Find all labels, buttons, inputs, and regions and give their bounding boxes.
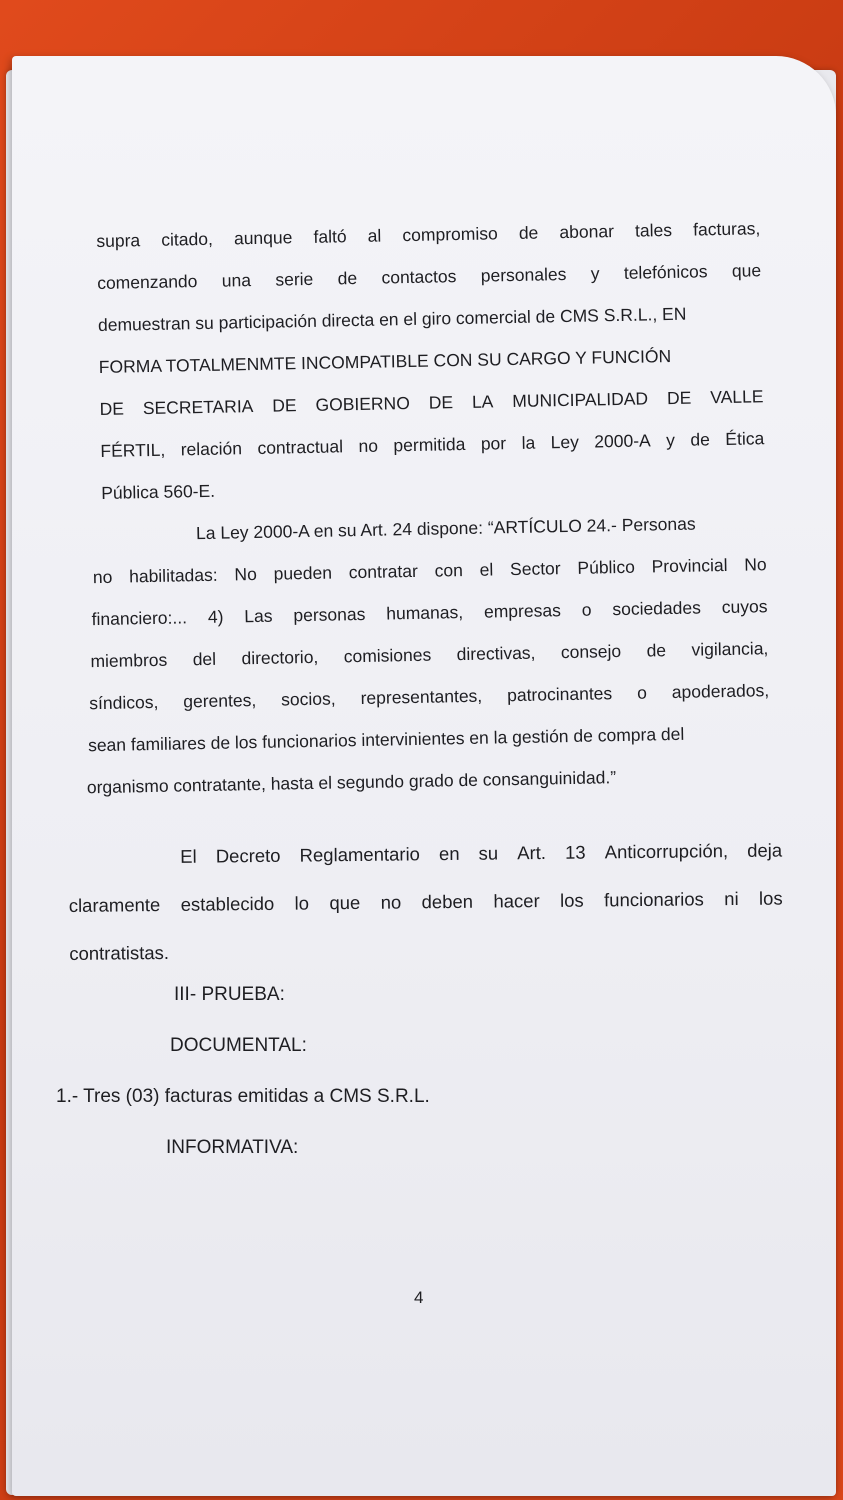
word: personales: [480, 263, 567, 286]
word: vigilancia,: [691, 638, 769, 660]
paragraph-1: [86, 207, 771, 808]
word: socios,: [280, 688, 336, 710]
word: sociedades: [612, 597, 702, 620]
word: directivas,: [456, 642, 536, 665]
word: comisiones: [343, 644, 432, 667]
word: comenzando: [97, 271, 198, 293]
word: organismo contratante, hasta el segundo grado de consanguinidad.”: [86, 767, 617, 798]
word: Provincial: [651, 554, 728, 577]
word: de: [690, 429, 711, 450]
word: de: [337, 267, 358, 289]
word: telefónicos: [623, 261, 708, 283]
word: de: [646, 640, 667, 661]
word: miembros: [90, 649, 168, 672]
word: faltó: [313, 226, 347, 247]
word: Anticorrupción,: [604, 840, 729, 863]
word: permitida: [393, 433, 466, 456]
word: Art.: [517, 841, 547, 864]
word: Ética: [725, 428, 765, 449]
word: DE: [428, 392, 454, 413]
word: la: [521, 432, 536, 453]
word: al: [367, 225, 382, 246]
word: que: [329, 891, 361, 914]
word: apoderados,: [671, 680, 770, 703]
word: personas: [293, 603, 366, 626]
word: financiero:...: [91, 607, 188, 630]
word: en: [438, 842, 460, 865]
word: representantes,: [360, 685, 483, 709]
word: FÉRTIL,: [100, 439, 166, 461]
word: o: [581, 599, 592, 620]
word: gerentes,: [183, 690, 257, 712]
word: Sector: [509, 558, 561, 580]
word: empresas: [483, 600, 562, 622]
page-number: 4: [414, 1288, 424, 1307]
word: deben: [421, 890, 474, 913]
word: Reglamentario: [299, 843, 421, 866]
word: 13: [564, 841, 586, 863]
word: claramente: [68, 894, 161, 916]
word: aunque: [233, 227, 293, 249]
word: El: [180, 845, 197, 867]
word: por: [480, 433, 507, 454]
word: Decreto: [215, 844, 281, 867]
word: no: [380, 891, 402, 913]
word: no: [358, 435, 379, 457]
word: SECRETARIA: [142, 396, 254, 419]
word: DE: [272, 395, 297, 416]
word: DE: [666, 387, 692, 409]
word: y: [665, 429, 676, 451]
word: facturas,: [692, 218, 761, 240]
section-heading-prueba: III- PRUEBA:: [174, 984, 285, 1005]
word: directorio,: [241, 646, 319, 669]
subheading-documental: DOCUMENTAL:: [170, 1035, 307, 1056]
paragraph-3-line: [69, 923, 783, 978]
word: no: [92, 566, 113, 588]
word: VALLE: [710, 386, 764, 408]
word: Pública 560-E.: [101, 480, 216, 503]
word: contratar: [348, 560, 419, 583]
word: MUNICIPALIDAD: [512, 388, 649, 412]
word: consejo: [560, 640, 622, 663]
word: relación: [180, 438, 243, 460]
word: No: [744, 554, 767, 575]
word: 2000-A: [594, 430, 651, 452]
paragraph-3-line: [68, 827, 782, 882]
word: del: [192, 648, 217, 670]
word: tales: [634, 219, 673, 241]
word: una: [221, 270, 252, 291]
word: deja: [747, 839, 783, 861]
word: contactos: [381, 266, 457, 288]
word: demuestran su participación directa en el giro comercial de CMS S.R.L., EN: [97, 303, 687, 335]
word: los: [758, 887, 783, 909]
word: pueden: [273, 562, 333, 584]
word: hacer: [493, 890, 540, 912]
word: ni: [724, 887, 739, 910]
word: el: [479, 559, 494, 580]
word: patrocinantes: [506, 683, 613, 706]
word: sean familiares de los funcionarios intervinientes en la gestión de compra del: [87, 723, 685, 756]
word: con: [434, 560, 464, 581]
word: No: [234, 563, 258, 585]
word: contractual: [257, 436, 344, 458]
word: abonar: [559, 221, 615, 243]
paragraph-3: [68, 827, 783, 978]
word: funcionarios: [603, 888, 704, 911]
word: o: [636, 682, 648, 703]
word: establecido: [180, 892, 275, 915]
word: 4): [207, 606, 224, 627]
subheading-informativa: INFORMATIVA:: [166, 1137, 299, 1158]
word: lo: [294, 892, 310, 914]
word: humanas,: [386, 602, 464, 624]
word: La Ley 2000-A en su Art. 24 dispone: “ARTÍCULO 24.- Personas: [195, 513, 696, 544]
word: los: [559, 889, 584, 911]
word: FORMA TOTALMENMTE INCOMPATIBLE CON SU CARGO Y FUNCIÓN: [98, 345, 672, 377]
word: que: [731, 260, 762, 281]
word: contratistas.: [69, 941, 170, 964]
word: LA: [471, 391, 494, 412]
word: de: [518, 222, 539, 243]
word: compromiso: [402, 223, 498, 246]
word: GOBIERNO: [315, 393, 411, 415]
paragraph-3-line: [69, 875, 783, 930]
word: DE: [99, 398, 125, 419]
list-item-facturas: 1.- Tres (03) facturas emitidas a CMS S.R.L.: [56, 1086, 430, 1107]
word: cuyos: [721, 596, 768, 618]
word: y: [590, 263, 600, 284]
word: serie: [275, 268, 314, 290]
word: habilitadas:: [128, 564, 218, 587]
word: citado,: [161, 228, 214, 250]
word: síndicos,: [89, 691, 159, 714]
word: supra: [96, 230, 141, 251]
word: su: [478, 842, 499, 864]
word: Las: [244, 605, 273, 627]
word: Ley: [550, 431, 580, 453]
word: Público: [577, 556, 636, 578]
